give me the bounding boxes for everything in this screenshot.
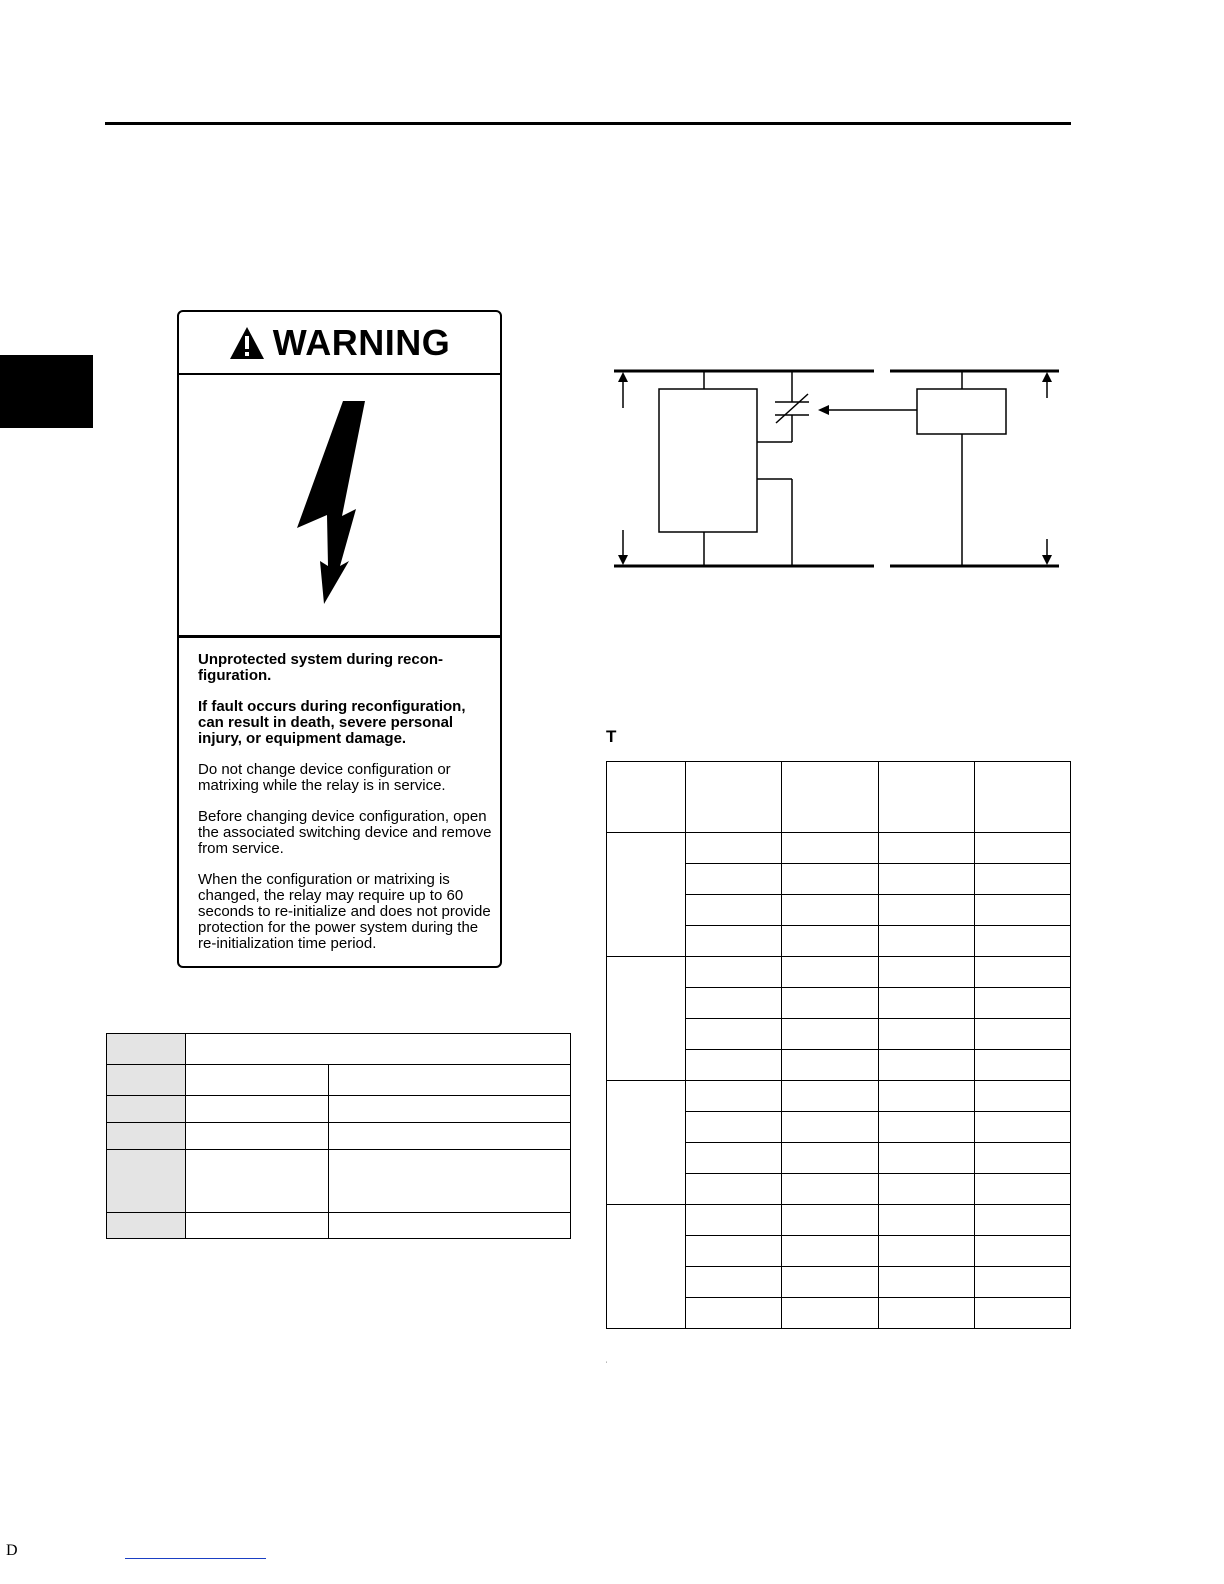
table-cell	[686, 1112, 782, 1143]
table-cell	[879, 1081, 975, 1112]
table-cell	[686, 762, 782, 833]
lightning-bolt-icon	[179, 373, 500, 635]
table-cell	[107, 1123, 186, 1150]
table-cell	[782, 957, 879, 988]
table-row	[607, 833, 1071, 864]
warning-symbol-area	[179, 373, 500, 638]
table-cell	[782, 1143, 879, 1174]
table-cell	[879, 1236, 975, 1267]
table-cell	[607, 1205, 686, 1329]
table-cell	[975, 1205, 1071, 1236]
table-cell	[186, 1034, 571, 1065]
table-cell	[329, 1150, 571, 1213]
table-cell	[329, 1213, 571, 1239]
table-cell	[107, 1096, 186, 1123]
table-cell	[686, 957, 782, 988]
table-cell	[975, 1112, 1071, 1143]
table-row	[107, 1034, 571, 1065]
table-cell	[186, 1213, 329, 1239]
table-cell	[107, 1213, 186, 1239]
table-cell	[686, 1081, 782, 1112]
table-cell	[879, 957, 975, 988]
table-cell	[782, 1205, 879, 1236]
table-cell	[686, 1143, 782, 1174]
table-cell	[686, 1174, 782, 1205]
table-cell	[607, 957, 686, 1081]
header-rule	[105, 122, 1071, 125]
table-cell	[975, 895, 1071, 926]
table-cell	[879, 1050, 975, 1081]
table-cell	[686, 988, 782, 1019]
table-cell	[879, 1143, 975, 1174]
table-cell	[879, 988, 975, 1019]
table-cell	[686, 1236, 782, 1267]
table-cell	[975, 926, 1071, 957]
table-cell	[879, 864, 975, 895]
table-cell	[975, 1174, 1071, 1205]
table-cell	[879, 926, 975, 957]
table-cell	[975, 864, 1071, 895]
table-cell	[686, 1205, 782, 1236]
table-cell	[975, 1081, 1071, 1112]
table-cell	[782, 1298, 879, 1329]
table-cell	[607, 762, 686, 833]
table-cell	[686, 1267, 782, 1298]
table-row	[107, 1150, 571, 1213]
table-cell	[975, 762, 1071, 833]
table-row	[607, 1081, 1071, 1112]
table-cell	[186, 1150, 329, 1213]
warning-heading-2: If fault occurs during reconfiguration, can result in death, severe personal injury, or equipment damage.	[198, 698, 466, 747]
table-row	[107, 1123, 571, 1150]
warning-paragraph: Before changing device configuration, open the associated switching device and remove from service.	[198, 808, 492, 857]
table-cell	[686, 833, 782, 864]
table-cell	[975, 1267, 1071, 1298]
table-cell	[329, 1096, 571, 1123]
table-cell	[782, 1236, 879, 1267]
table-row	[107, 1096, 571, 1123]
table-cell	[782, 833, 879, 864]
table-cell	[607, 1081, 686, 1205]
warning-header	[179, 312, 500, 375]
circuit-diagram	[610, 365, 1065, 575]
table-cell	[782, 762, 879, 833]
table-cell	[782, 895, 879, 926]
table-row	[107, 1065, 571, 1096]
footer-mark: D	[6, 1542, 18, 1559]
table-cell	[782, 864, 879, 895]
table-cell	[975, 1019, 1071, 1050]
table-cell	[607, 833, 686, 957]
table-cell	[975, 1236, 1071, 1267]
table-cell	[782, 1081, 879, 1112]
table-cell	[975, 1050, 1071, 1081]
table-cell	[879, 1112, 975, 1143]
table-cell	[879, 1205, 975, 1236]
warning-label	[177, 310, 502, 968]
table-cell	[686, 1298, 782, 1329]
table-row	[607, 957, 1071, 988]
table-cell	[782, 1112, 879, 1143]
table-cell	[782, 988, 879, 1019]
table-caption: T	[606, 727, 617, 746]
table-cell	[107, 1034, 186, 1065]
table-cell	[879, 1267, 975, 1298]
table-cell	[975, 833, 1071, 864]
table-cell	[975, 988, 1071, 1019]
footnote-mark: '	[606, 1362, 608, 1368]
table-cell	[975, 1298, 1071, 1329]
table-cell	[879, 1298, 975, 1329]
table-cell	[686, 864, 782, 895]
table-cell	[782, 1174, 879, 1205]
table-cell	[879, 1174, 975, 1205]
table-cell	[782, 1019, 879, 1050]
table-cell	[782, 1050, 879, 1081]
table-cell	[879, 762, 975, 833]
table-cell	[186, 1123, 329, 1150]
table-cell	[686, 926, 782, 957]
table-cell	[686, 895, 782, 926]
warning-triangle-icon	[229, 326, 265, 360]
table-cell	[186, 1065, 329, 1096]
warning-paragraph: Do not change device configuration or matrixing while the relay is in service.	[198, 761, 451, 794]
table-cell	[975, 957, 1071, 988]
table-cell	[107, 1065, 186, 1096]
table-cell	[329, 1123, 571, 1150]
table-cell	[186, 1096, 329, 1123]
table-cell	[975, 1143, 1071, 1174]
warning-paragraph: When the configuration or matrixing is changed, the relay may require up to 60 seconds to re-initialize and does not provide protection for the power system during the re-initialization time period.	[198, 871, 491, 952]
warning-title: WARNING	[272, 321, 451, 363]
table-row	[607, 762, 1071, 833]
section-tab	[0, 355, 93, 428]
table-row	[107, 1213, 571, 1239]
right-table	[606, 761, 1071, 1329]
table-row	[607, 1205, 1071, 1236]
table-cell	[107, 1150, 186, 1213]
table-cell	[879, 833, 975, 864]
warning-text	[198, 652, 493, 967]
table-cell	[782, 1267, 879, 1298]
table-cell	[686, 1050, 782, 1081]
warning-heading-1: Unprotected system during recon-figuration.	[198, 651, 444, 684]
table-cell	[686, 1019, 782, 1050]
table-cell	[879, 1019, 975, 1050]
footer-link[interactable]	[125, 1558, 266, 1559]
table-cell	[879, 895, 975, 926]
left-table	[106, 1033, 571, 1239]
table-cell	[329, 1065, 571, 1096]
table-cell	[782, 926, 879, 957]
